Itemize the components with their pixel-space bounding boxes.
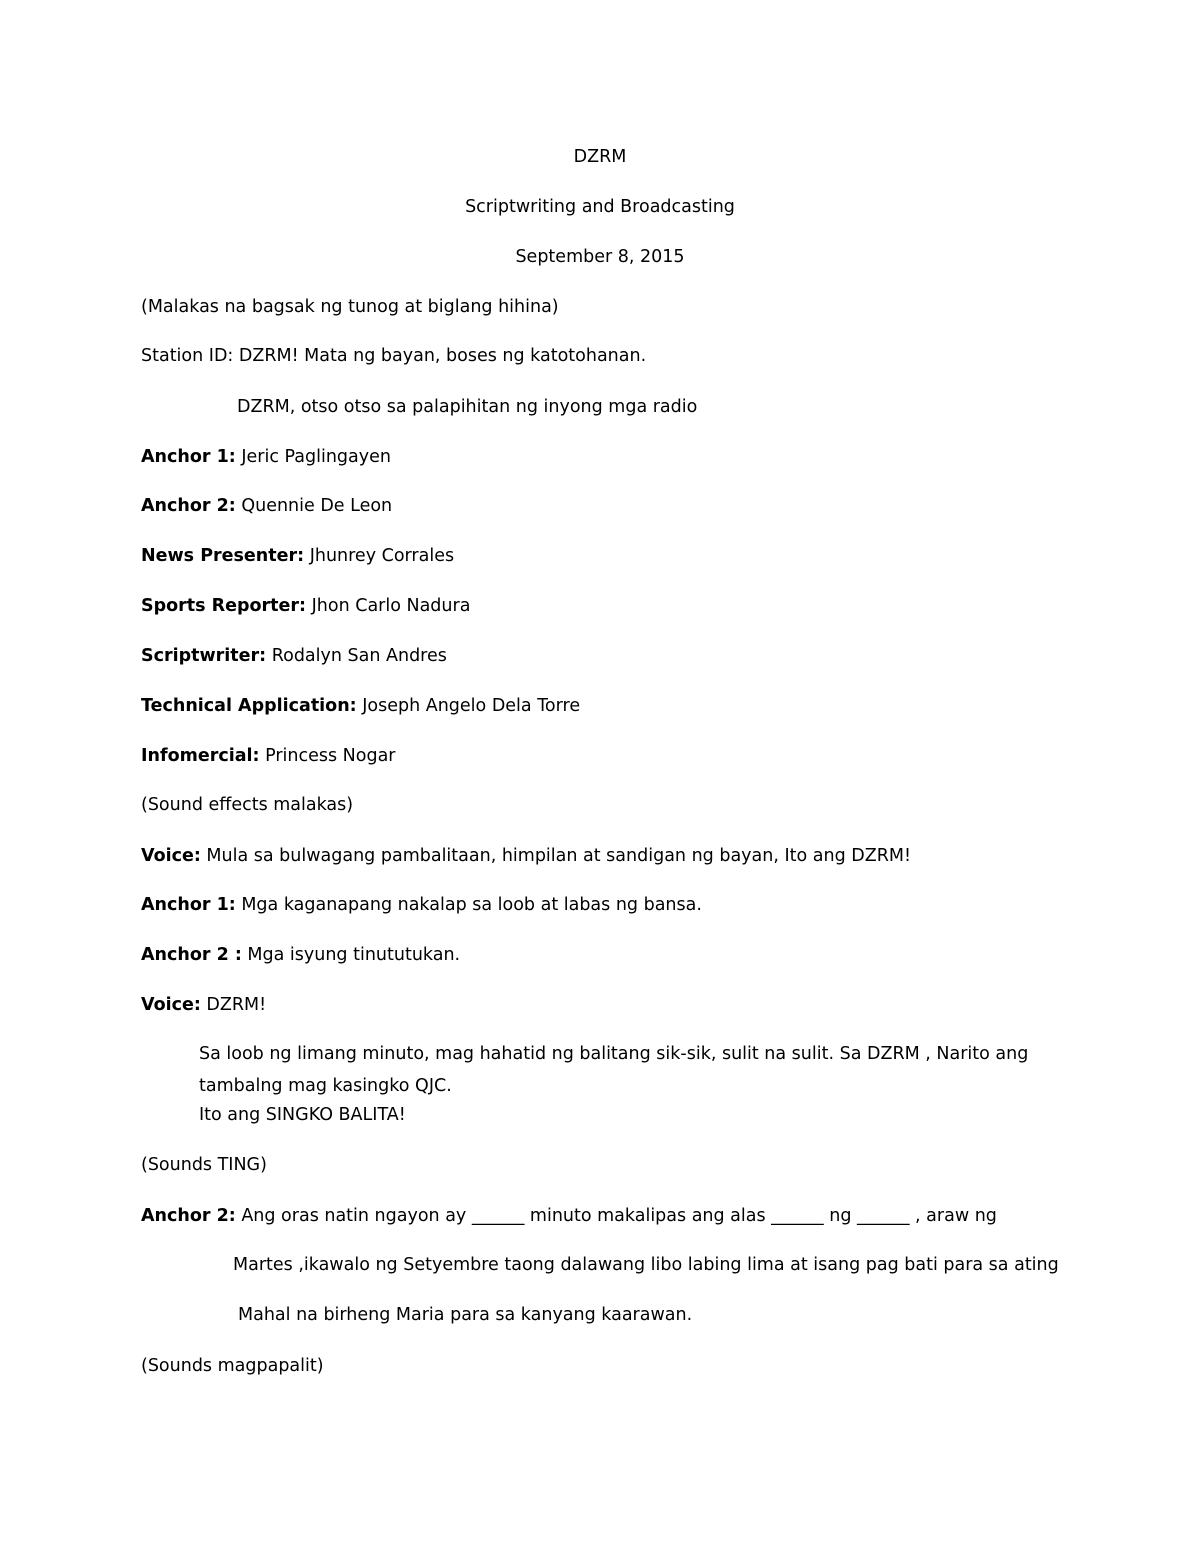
- script-line: [141, 944, 460, 966]
- speaker-label: Anchor 1:: [141, 895, 236, 915]
- speaker-label: Anchor 2 :: [141, 945, 242, 965]
- credit-row: [141, 645, 447, 667]
- speaker-label: Voice:: [141, 846, 201, 866]
- credit-row: [141, 745, 396, 767]
- speaker-text: Mula sa bulwagang pambalitaan, himpilan at sandigan ng bayan, Ito ang DZRM!: [200, 846, 911, 866]
- script-line: [141, 894, 702, 916]
- credit-role: Anchor 2:: [141, 496, 236, 516]
- credit-role: News Presenter:: [141, 546, 305, 566]
- speaker-text: DZRM!: [200, 995, 267, 1015]
- speaker-label: Voice:: [141, 995, 201, 1015]
- script-continuation: Martes ,ikawalo ng Setyembre taong dalawang libo labing lima at isang pag bati para sa ating: [233, 1255, 1059, 1275]
- voice-block-line: tambalng mag kasingko QJC.: [199, 1076, 452, 1096]
- cue-change: (Sounds magpapalit): [141, 1356, 324, 1376]
- cue-sfx: (Sound effects malakas): [141, 795, 354, 815]
- credit-row: [141, 446, 391, 468]
- station-title: DZRM: [573, 147, 627, 167]
- speaker-label: Anchor 2:: [141, 1206, 236, 1226]
- station-id-line: Station ID: DZRM! Mata ng bayan, boses ng katotohanan.: [141, 346, 647, 366]
- script-line: [141, 994, 266, 1016]
- speaker-text: Mga isyung tinututukan.: [241, 945, 461, 965]
- document-subtitle: Scriptwriting and Broadcasting: [465, 197, 735, 217]
- credit-name: Jhunrey Corrales: [304, 546, 455, 566]
- voice-block-line: Ito ang SINGKO BALITA!: [199, 1105, 406, 1125]
- cue-opening: (Malakas na bagsak ng tunog at biglang hihina): [141, 297, 559, 317]
- credit-name: Princess Nogar: [259, 746, 396, 766]
- credit-name: Rodalyn San Andres: [266, 646, 447, 666]
- credit-role: Technical Application:: [141, 696, 357, 716]
- speaker-text: Mga kaganapang nakalap sa loob at labas ng bansa.: [235, 895, 702, 915]
- credit-role: Infomercial:: [141, 746, 260, 766]
- station-id-tagline: DZRM, otso otso sa palapihitan ng inyong mga radio: [237, 397, 698, 417]
- credit-name: Quennie De Leon: [235, 496, 393, 516]
- script-line: [141, 1205, 997, 1227]
- credit-role: Anchor 1:: [141, 447, 236, 467]
- cue-ting: (Sounds TING): [141, 1155, 267, 1175]
- credit-role: Scriptwriter:: [141, 646, 267, 666]
- credit-row: [141, 545, 454, 567]
- credit-row: [141, 495, 392, 517]
- credit-name: Jeric Paglingayen: [235, 447, 391, 467]
- speaker-text: Ang oras natin ngayon ay ______ minuto makalipas ang alas ______ ng ______ , araw ng: [235, 1206, 997, 1226]
- credit-row: [141, 695, 580, 717]
- credit-role: Sports Reporter:: [141, 596, 307, 616]
- credit-name: Joseph Angelo Dela Torre: [356, 696, 581, 716]
- script-line: [141, 845, 911, 867]
- script-continuation: Mahal na birheng Maria para sa kanyang kaarawan.: [238, 1305, 693, 1325]
- credit-row: [141, 595, 470, 617]
- credit-name: Jhon Carlo Nadura: [306, 596, 471, 616]
- document-date: September 8, 2015: [515, 247, 685, 267]
- voice-block-line: Sa loob ng limang minuto, mag hahatid ng balitang sik-sik, sulit na sulit. Sa DZRM , Narito ang: [199, 1044, 1029, 1064]
